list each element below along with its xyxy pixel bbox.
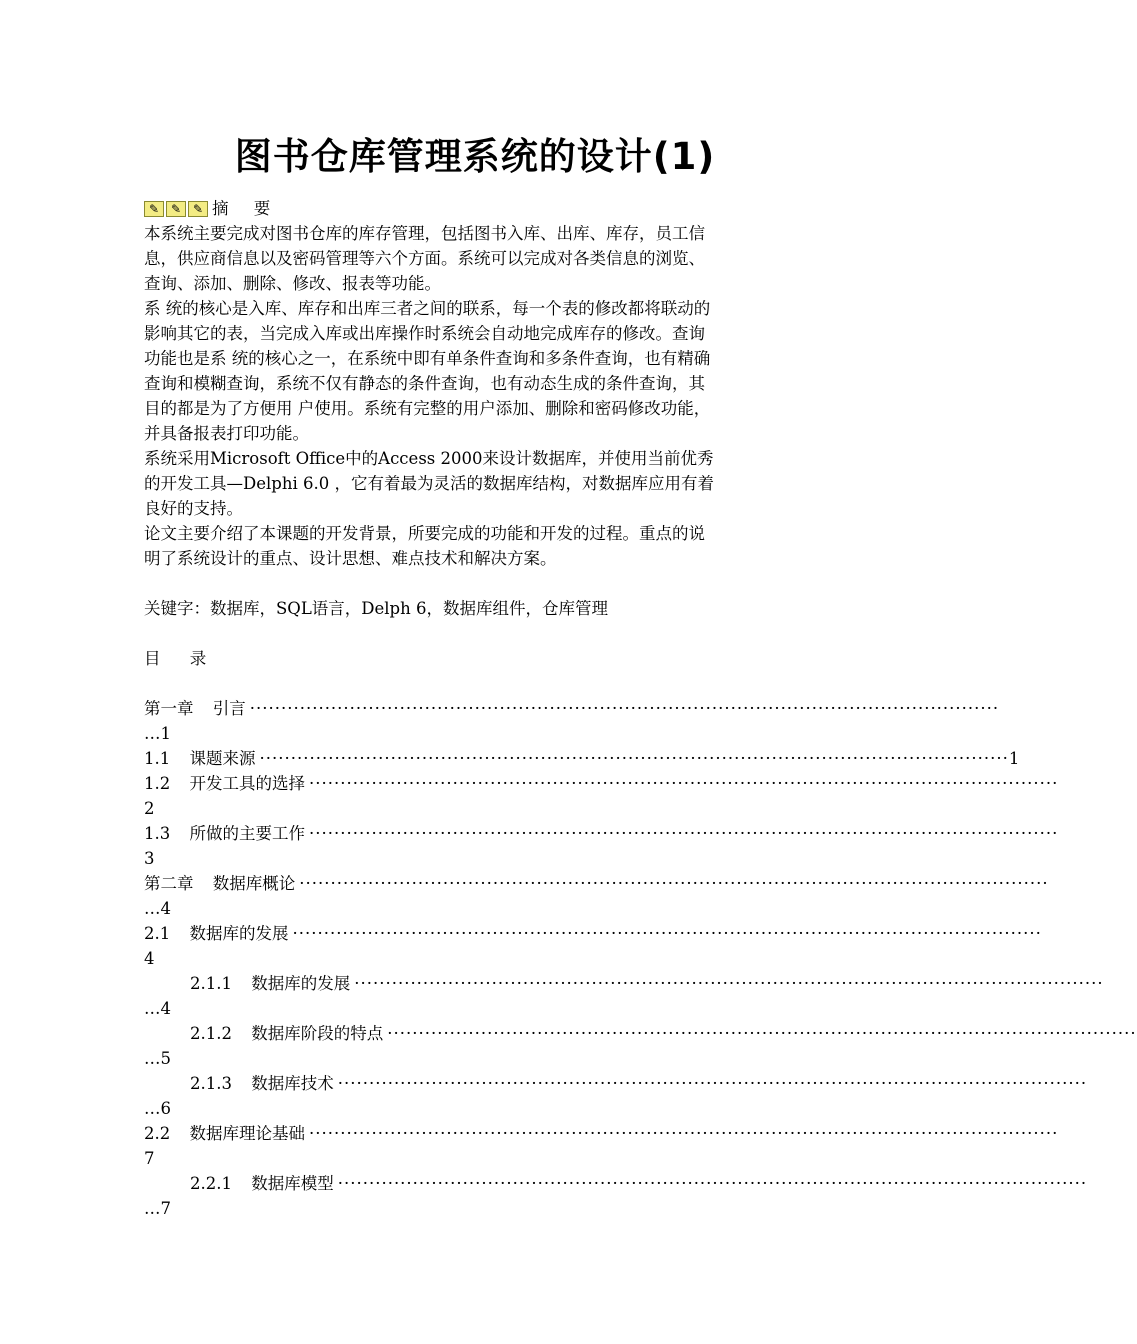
toc-entry[interactable] (144, 821, 1059, 846)
toc-page-number: …4 (144, 899, 171, 918)
toc-page-number: 3 (144, 849, 155, 868)
toc-page-number: 1 (1008, 749, 1020, 768)
toc-leader-dots: ························································································································ (309, 1124, 1059, 1143)
toc-page-number: 2 (144, 799, 155, 818)
toc-leader-dots: ························································································································ (387, 1024, 1137, 1043)
toc-entry[interactable] (144, 1121, 1059, 1146)
abstract-text (144, 221, 810, 571)
document-icon: ✎ (188, 201, 208, 217)
document-icon: ✎ (144, 201, 164, 217)
toc-leader-dots: ························································································································ (249, 699, 1000, 718)
document-body (144, 196, 1137, 1221)
toc-leader-dots: ························································································································ (292, 924, 1042, 943)
text-line: 的开发工具—Delphi 6.0 ，它有着最为灵活的数据库结构，对数据库应用有着 (144, 474, 714, 493)
text-line: 并具备报表打印功能。 (144, 424, 309, 443)
text-line: 息，供应商信息以及密码管理等六个方面。系统可以完成对各类信息的浏览、 (144, 249, 705, 268)
text-line: 查询、添加、删除、修改、报表等功能。 (144, 274, 441, 293)
toc-page-number: …7 (144, 1199, 171, 1218)
document-title: 图书仓库管理系统的设计(1) (234, 135, 716, 178)
toc-entry-label: 第二章 数据库概论 (144, 874, 296, 893)
toc-entry-label: 2.2 数据库理论基础 (144, 1124, 305, 1143)
toc-leader-dots: ························································································································ (337, 1174, 1088, 1193)
toc-leader-dots: ························································································································ (309, 824, 1059, 843)
toc-page-number: …4 (144, 999, 171, 1018)
text-line: 查询和模糊查询，系统不仅有静态的条件查询，也有动态生成的条件查询，其 (144, 374, 705, 393)
toc-leader-dots: ························································································································ (337, 1074, 1088, 1093)
table-of-contents (144, 696, 1137, 1221)
toc-leader-dots: ························································································································ (354, 974, 1104, 993)
toc-leader-dots: ························································································································ (299, 874, 1049, 893)
toc-entry[interactable] (144, 771, 1059, 796)
abstract-heading-row (144, 196, 810, 221)
text-line: 系 统的核心是入库、库存和出库三者之间的联系，每一个表的修改都将联动的 (144, 299, 711, 318)
abstract-paragraph (144, 521, 810, 571)
document-icons (144, 201, 208, 217)
toc-entry-label: 第一章 引言 (144, 699, 246, 718)
toc-entry-label: 1.3 所做的主要工作 (144, 824, 305, 843)
toc-entry-label: 2.2.1 数据库模型 (190, 1174, 334, 1193)
toc-page-number: …1 (144, 724, 171, 743)
toc-entry[interactable] (144, 1021, 1137, 1046)
abstract-heading: 摘 要 (212, 199, 271, 218)
toc-entry[interactable] (144, 1171, 1088, 1196)
toc-page-number: …6 (144, 1099, 171, 1118)
toc-page-number: 7 (144, 1149, 155, 1168)
toc-leader-dots: ························································································································ (259, 749, 1009, 768)
toc-entry-label: 2.1.2 数据库阶段的特点 (190, 1024, 384, 1043)
keywords: 关键字：数据库，SQL语言，Delph 6，数据库组件，仓库管理 (144, 599, 608, 618)
toc-entry-label: 2.1 数据库的发展 (144, 924, 289, 943)
toc-entry-label: 2.1.3 数据库技术 (190, 1074, 334, 1093)
toc-entry-label: 2.1.1 数据库的发展 (190, 974, 351, 993)
document-icon: ✎ (166, 201, 186, 217)
toc-entry[interactable] (144, 696, 1000, 721)
toc-page-number: 4 (144, 949, 155, 968)
toc-heading: 目 录 (144, 649, 207, 668)
text-line: 功能也是系 统的核心之一，在系统中即有单条件查询和多条件查询，也有精确 (144, 349, 711, 368)
text-line: 目的都是为了方便用 户使用。系统有完整的用户添加、删除和密码修改功能， (144, 399, 711, 418)
toc-entry-label: 1.2 开发工具的选择 (144, 774, 305, 793)
text-line: 良好的支持。 (144, 499, 243, 518)
toc-page-number: …5 (144, 1049, 171, 1068)
toc-entry[interactable] (144, 1071, 1088, 1096)
toc-entry-label: 1.1 课题来源 (144, 749, 256, 768)
text-line: 本系统主要完成对图书仓库的库存管理，包括图书入库、出库、库存，员工信 (144, 224, 705, 243)
toc-entry[interactable] (144, 871, 1049, 896)
toc-leader-dots: ························································································································ (309, 774, 1059, 793)
text-line: 系统采用Microsoft Office中的Access 2000来设计数据库，并使用当前优秀 (144, 449, 714, 468)
toc-entry[interactable] (144, 971, 1104, 996)
text-line: 论文主要介绍了本课题的开发背景，所要完成的功能和开发的过程。重点的说 (144, 524, 705, 543)
text-line: 影响其它的表，当完成入库或出库操作时系统会自动地完成库存的修改。查询 (144, 324, 705, 343)
abstract-paragraph (144, 446, 810, 521)
toc-entry[interactable] (144, 746, 1020, 771)
text-line: 明了系统设计的重点、设计思想、难点技术和解决方案。 (144, 549, 557, 568)
toc-entry[interactable] (144, 921, 1042, 946)
abstract-paragraph (144, 221, 810, 296)
abstract-paragraph (144, 296, 810, 446)
